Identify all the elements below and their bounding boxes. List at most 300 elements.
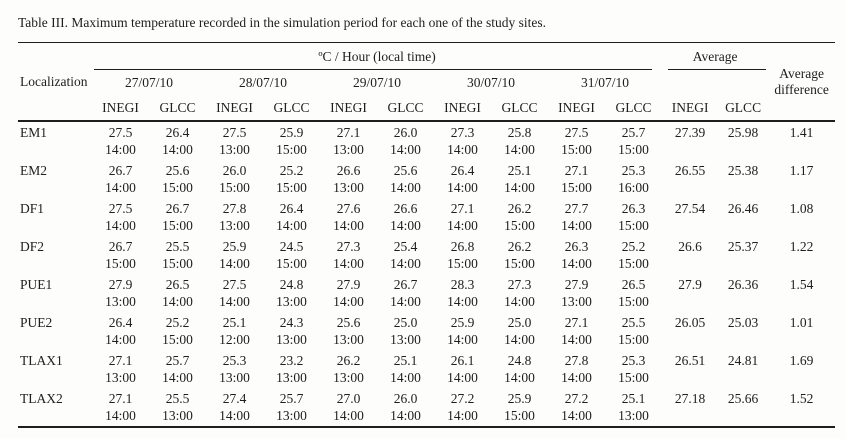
temperature-value: 23.2 [279,353,304,368]
reading-cell [548,274,605,312]
time-value: 14:00 [333,294,364,309]
reading-cell [548,160,605,198]
time-value: 14:00 [390,370,421,385]
average-inegi-value: 26.05 [674,315,706,330]
temperature-value: 26.7 [393,277,418,292]
time-value: 14:00 [333,218,364,233]
temperature-value: 24.3 [279,315,304,330]
temperature-value: 26.6 [393,201,418,216]
temperature-value: 28.3 [450,277,475,292]
time-value: 14:00 [390,408,421,423]
time-value: 15:00 [504,256,535,271]
temperature-value: 25.3 [222,353,247,368]
source-header-glcc: GLCC [377,95,434,121]
reading-cell [149,121,206,160]
temperature-value: 25.0 [393,315,418,330]
time-value: 14:00 [219,408,250,423]
time-value: 14:00 [504,294,535,309]
average-difference-value: 1.17 [789,163,814,178]
reading-cell [434,274,491,312]
time-value: 15:00 [276,180,307,195]
average-glcc-value: 25.03 [727,315,759,330]
reading-cell [263,274,320,312]
temperature-value: 25.6 [165,163,190,178]
time-value: 12:00 [219,332,250,347]
time-value: 14:00 [504,142,535,157]
site-label: EM2 [20,163,47,178]
time-value: 14:00 [162,370,193,385]
source-header-inegi: INEGI [92,95,149,121]
source-header-glcc: GLCC [263,95,320,121]
time-value: 14:00 [561,218,592,233]
reading-cell [377,312,434,350]
temperature-value: 25.7 [621,125,646,140]
time-value: 14:00 [162,294,193,309]
average-difference-value: 1.08 [789,201,814,216]
average-inegi-value: 26.51 [674,353,706,368]
reading-cell [206,388,263,427]
time-value: 13:00 [219,218,250,233]
time-value: 14:00 [219,294,250,309]
temperature-value: 25.6 [393,163,418,178]
average-inegi-value: 26.6 [678,239,702,254]
reading-cell [434,198,491,236]
temperature-value: 25.9 [450,315,475,330]
temperature-value: 26.8 [450,239,475,254]
reading-cell [320,388,377,427]
reading-cell [491,121,548,160]
reading-cell [605,121,662,160]
time-value: 14:00 [447,218,478,233]
temperature-value: 26.2 [507,239,532,254]
temperature-value: 27.1 [564,315,589,330]
time-value: 14:00 [390,142,421,157]
temperature-value: 26.1 [450,353,475,368]
table-row [18,160,835,198]
time-value: 14:00 [105,142,136,157]
time-value: 14:00 [276,218,307,233]
average-difference-header: Average difference [768,43,835,122]
reading-cell [263,198,320,236]
temperature-value: 25.8 [507,125,532,140]
time-value: 15:00 [504,218,535,233]
time-value: 16:00 [618,180,649,195]
reading-cell [263,312,320,350]
average-glcc-value: 24.81 [727,353,759,368]
reading-cell [548,121,605,160]
average-glcc-value: 25.66 [727,391,759,406]
localization-header: Localization [18,43,92,122]
temperature-value: 27.9 [336,277,361,292]
time-value: 14:00 [390,294,421,309]
time-value: 13:00 [105,370,136,385]
temperature-value: 26.4 [279,201,304,216]
time-value: 13:00 [390,332,421,347]
time-value: 15:00 [162,332,193,347]
reading-cell [377,198,434,236]
reading-cell [263,350,320,388]
time-value: 14:00 [447,294,478,309]
temperature-value: 27.5 [108,125,133,140]
temperature-value: 25.9 [507,391,532,406]
reading-cell [377,160,434,198]
site-label: TLAX1 [20,353,63,368]
reading-cell [149,312,206,350]
source-header-glcc: GLCC [718,95,768,121]
reading-cell [491,160,548,198]
reading-cell [434,121,491,160]
reading-cell [149,198,206,236]
table-body [18,121,835,427]
reading-cell [548,312,605,350]
time-value: 15:00 [162,256,193,271]
time-value: 15:00 [618,294,649,309]
reading-cell [605,274,662,312]
time-value: 15:00 [162,218,193,233]
time-value: 14:00 [447,408,478,423]
time-value: 15:00 [219,180,250,195]
temperature-value: 25.2 [621,239,646,254]
temperature-value: 25.1 [507,163,532,178]
time-value: 14:00 [561,256,592,271]
temperature-value: 27.3 [450,125,475,140]
reading-cell [206,121,263,160]
paper-page [0,14,845,439]
table-header [18,43,835,122]
time-value: 14:00 [561,408,592,423]
time-value: 13:00 [618,408,649,423]
temperature-value: 26.0 [393,391,418,406]
reading-cell [92,198,149,236]
temperature-value: 25.0 [507,315,532,330]
temperature-value: 25.4 [393,239,418,254]
header-row-dates [18,70,835,95]
temperature-value: 25.9 [279,125,304,140]
reading-cell [434,312,491,350]
site-label: DF1 [20,201,45,216]
time-value: 13:00 [105,294,136,309]
time-value: 14:00 [561,370,592,385]
table-row [18,312,835,350]
temperature-value: 24.5 [279,239,304,254]
temperature-value: 27.9 [564,277,589,292]
reading-cell [92,236,149,274]
time-value: 13:00 [276,332,307,347]
reading-cell [263,121,320,160]
source-header-inegi: INEGI [662,95,718,121]
reading-cell [548,388,605,427]
average-inegi-value: 27.39 [674,125,706,140]
temperature-value: 26.7 [108,163,133,178]
reading-cell [605,350,662,388]
average-difference-value: 1.54 [789,277,814,292]
header-row-groups [18,43,835,71]
time-value: 14:00 [447,180,478,195]
temperature-value: 27.5 [222,277,247,292]
temperature-value: 27.0 [336,391,361,406]
time-value: 14:00 [333,256,364,271]
temperature-value: 27.5 [564,125,589,140]
average-difference-value: 1.69 [789,353,814,368]
average-inegi-value: 27.18 [674,391,706,406]
reading-cell [92,388,149,427]
time-value: 13:00 [219,142,250,157]
reading-cell [92,350,149,388]
temperature-value: 27.1 [450,201,475,216]
temperature-value: 27.5 [108,201,133,216]
source-header-inegi: INEGI [434,95,491,121]
reading-cell [377,236,434,274]
time-value: 13:00 [219,370,250,385]
reading-cell [92,121,149,160]
temperature-value: 24.8 [279,277,304,292]
reading-cell [149,274,206,312]
reading-cell [605,312,662,350]
time-value: 14:00 [105,332,136,347]
reading-cell [149,350,206,388]
date-header: 30/07/10 [466,74,515,90]
temperature-value: 25.5 [165,239,190,254]
reading-cell [320,274,377,312]
time-value: 14:00 [162,142,193,157]
time-value: 13:00 [162,408,193,423]
source-header-inegi: INEGI [548,95,605,121]
temperature-value: 27.8 [222,201,247,216]
temperature-value: 27.8 [564,353,589,368]
reading-cell [548,236,605,274]
reading-cell [263,160,320,198]
table-row [18,350,835,388]
average-inegi-value: 26.55 [674,163,706,178]
reading-cell [605,160,662,198]
temperature-value: 25.1 [222,315,247,330]
table-row [18,198,835,236]
reading-cell [491,236,548,274]
average-difference-value: 1.01 [789,315,814,330]
temperature-value: 27.1 [564,163,589,178]
temperature-value: 25.7 [165,353,190,368]
temperature-value: 27.5 [222,125,247,140]
temperature-value: 25.7 [279,391,304,406]
time-value: 14:00 [447,142,478,157]
average-group-header: Average [662,43,768,71]
temperature-value: 26.5 [621,277,646,292]
table-row [18,236,835,274]
temperature-value: 26.4 [165,125,190,140]
reading-cell [377,388,434,427]
source-header-glcc: GLCC [149,95,206,121]
reading-cell [206,312,263,350]
time-value: 14:00 [504,370,535,385]
reading-cell [206,274,263,312]
temperature-value: 25.6 [336,315,361,330]
temperature-value: 27.4 [222,391,247,406]
time-value: 14:00 [561,332,592,347]
reading-cell [320,312,377,350]
reading-cell [206,236,263,274]
temperature-value: 27.7 [564,201,589,216]
temperature-value: 26.7 [108,239,133,254]
source-header-glcc: GLCC [491,95,548,121]
reading-cell [92,312,149,350]
reading-cell [434,350,491,388]
average-spacer [662,70,768,95]
temperature-value: 27.3 [507,277,532,292]
reading-cell [605,198,662,236]
temperature-value: 26.3 [564,239,589,254]
reading-cell [605,388,662,427]
time-value: 14:00 [105,180,136,195]
reading-cell [206,198,263,236]
temperature-value: 25.5 [165,391,190,406]
temperature-value: 26.2 [336,353,361,368]
time-value: 14:00 [390,218,421,233]
average-difference-value: 1.52 [789,391,814,406]
date-header: 31/07/10 [581,74,630,90]
reading-cell [149,160,206,198]
temperature-value: 26.0 [222,163,247,178]
reading-cell [149,388,206,427]
time-value: 14:00 [447,332,478,347]
time-value: 14:00 [390,180,421,195]
temperature-value: 25.5 [621,315,646,330]
reading-cell [263,236,320,274]
time-value: 14:00 [105,218,136,233]
table-row [18,274,835,312]
reading-cell [491,350,548,388]
temperature-value: 26.4 [450,163,475,178]
time-value: 15:00 [105,256,136,271]
reading-cell [92,160,149,198]
reading-cell [377,121,434,160]
reading-cell [491,312,548,350]
date-header: 29/07/10 [352,74,401,90]
reading-cell [377,350,434,388]
time-value: 15:00 [162,180,193,195]
average-glcc-value: 25.37 [727,239,759,254]
time-value: 15:00 [447,256,478,271]
time-value: 15:00 [618,256,649,271]
time-value: 15:00 [618,370,649,385]
time-value: 14:00 [105,408,136,423]
time-value: 15:00 [276,256,307,271]
reading-cell [263,388,320,427]
average-difference-value: 1.41 [789,125,814,140]
header-row-sources [18,95,835,121]
reading-cell [320,236,377,274]
time-value: 14:00 [333,408,364,423]
temperature-value: 26.5 [165,277,190,292]
temperature-value: 25.2 [279,163,304,178]
time-value: 15:00 [561,180,592,195]
time-value: 14:00 [219,256,250,271]
site-label: PUE1 [20,277,53,292]
source-header-inegi: INEGI [206,95,263,121]
reading-cell [320,350,377,388]
average-glcc-value: 26.36 [727,277,759,292]
date-header: 27/07/10 [124,74,173,90]
reading-cell [434,160,491,198]
reading-cell [92,274,149,312]
average-inegi-value: 27.54 [674,201,706,216]
table-row [18,388,835,427]
time-value: 15:00 [504,408,535,423]
temperature-value: 25.9 [222,239,247,254]
time-value: 13:00 [276,294,307,309]
temperature-value: 27.1 [336,125,361,140]
average-difference-value: 1.22 [789,239,814,254]
average-glcc-value: 25.38 [727,163,759,178]
time-value: 13:00 [333,180,364,195]
time-value: 15:00 [618,332,649,347]
temperature-value: 26.2 [507,201,532,216]
temperature-value: 25.3 [621,353,646,368]
temperature-value: 25.2 [165,315,190,330]
temperature-value: 26.3 [621,201,646,216]
reading-cell [605,236,662,274]
temperature-value: 27.2 [564,391,589,406]
site-label: PUE2 [20,315,53,330]
reading-cell [320,121,377,160]
reading-cell [206,160,263,198]
reading-cell [548,350,605,388]
table-row [18,121,835,160]
site-label: TLAX2 [20,391,63,406]
time-value: 13:00 [276,370,307,385]
site-label: EM1 [20,125,47,140]
reading-cell [491,388,548,427]
time-value: 13:00 [276,408,307,423]
temperature-value: 24.8 [507,353,532,368]
time-value: 15:00 [276,142,307,157]
temperature-value: 27.3 [336,239,361,254]
time-value: 13:00 [561,294,592,309]
reading-cell [491,198,548,236]
reading-cell [206,350,263,388]
reading-cell [548,198,605,236]
temperature-value: 27.9 [108,277,133,292]
temperature-value: 27.2 [450,391,475,406]
reading-cell [377,274,434,312]
source-header-inegi: INEGI [320,95,377,121]
temp-hour-group-header: ºC / Hour (local time) [92,43,662,71]
source-header-glcc: GLCC [605,95,662,121]
time-value: 14:00 [447,370,478,385]
time-value: 13:00 [333,370,364,385]
time-value: 14:00 [504,332,535,347]
reading-cell [434,388,491,427]
time-value: 13:00 [333,142,364,157]
temperature-value: 25.1 [393,353,418,368]
time-value: 15:00 [618,218,649,233]
time-value: 14:00 [390,256,421,271]
average-glcc-value: 25.98 [727,125,759,140]
average-glcc-value: 26.46 [727,201,759,216]
reading-cell [320,160,377,198]
max-temperature-table [18,42,835,428]
temperature-value: 27.1 [108,391,133,406]
temperature-value: 25.3 [621,163,646,178]
temperature-value: 26.6 [336,163,361,178]
reading-cell [149,236,206,274]
reading-cell [491,274,548,312]
average-inegi-value: 27.9 [678,277,702,292]
temperature-value: 26.0 [393,125,418,140]
temperature-value: 27.6 [336,201,361,216]
temperature-value: 25.1 [621,391,646,406]
reading-cell [320,198,377,236]
temperature-value: 26.7 [165,201,190,216]
